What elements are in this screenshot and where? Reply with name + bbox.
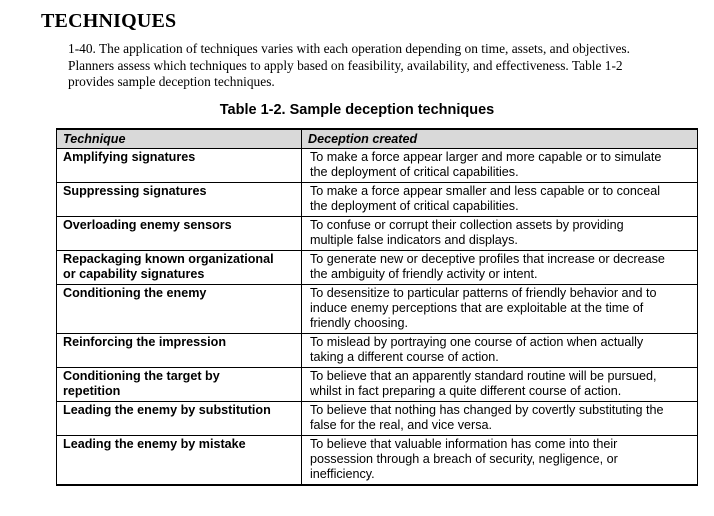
table-row — [57, 149, 698, 183]
technique-cell: Overloading enemy sensors — [57, 217, 302, 251]
table-row — [57, 402, 698, 436]
column-header-deception: Deception created — [302, 129, 698, 149]
technique-cell: Amplifying signatures — [57, 149, 302, 183]
deception-cell: To desensitize to particular patterns of friendly behavior and to induce enemy perceptions that are exploitable at the time of friendly choosing. — [302, 285, 698, 334]
deception-cell: To make a force appear smaller and less capable or to conceal the deployment of critical capabilities. — [302, 183, 698, 217]
deception-cell: To mislead by portraying one course of action when actually taking a different course of action. — [302, 334, 698, 368]
deception-cell: To believe that an apparently standard routine will be pursued, whilst in fact preparing a quite different course of action. — [302, 368, 698, 402]
technique-cell: Conditioning the enemy — [57, 285, 302, 334]
table-row — [57, 183, 698, 217]
deception-techniques-table — [56, 128, 698, 486]
deception-cell: To believe that nothing has changed by covertly substituting the false for the real, and vice versa. — [302, 402, 698, 436]
table-caption: Table 1-2. Sample deception techniques — [219, 102, 495, 118]
table-row — [57, 436, 698, 486]
column-header-technique: Technique — [57, 129, 302, 149]
paragraph-line: 1-40. The application of techniques varies with each operation depending on time, assets, and objectives. — [68, 41, 630, 56]
table-header-row — [57, 129, 698, 149]
technique-cell: Leading the enemy by mistake — [57, 436, 302, 486]
technique-cell: Repackaging known organizational or capability signatures — [57, 251, 302, 285]
table-body — [57, 149, 698, 486]
technique-cell: Conditioning the target by repetition — [57, 368, 302, 402]
paragraph-line: Planners assess which techniques to apply based on feasibility, availability, and effectiveness. Table 1-2 — [68, 57, 623, 73]
deception-cell: To generate new or deceptive profiles that increase or decrease the ambiguity of friendly activity or intent. — [302, 251, 698, 285]
technique-cell: Reinforcing the impression — [57, 334, 302, 368]
deception-cell: To believe that valuable information has come into their possession through a breach of security, negligence, or inefficiency. — [302, 436, 698, 486]
deception-cell: To confuse or corrupt their collection assets by providing multiple false indicators and displays. — [302, 217, 698, 251]
deception-cell: To make a force appear larger and more capable or to simulate the deployment of critical capabilities. — [302, 149, 698, 183]
table-row — [57, 334, 698, 368]
table-row — [57, 251, 698, 285]
technique-cell: Leading the enemy by substitution — [57, 402, 302, 436]
technique-cell: Suppressing signatures — [57, 183, 302, 217]
section-heading: TECHNIQUES — [41, 10, 177, 32]
table-row — [57, 368, 698, 402]
intro-paragraph — [68, 41, 714, 91]
table-row — [57, 217, 698, 251]
paragraph-line: provides sample deception techniques. — [68, 74, 275, 89]
table-row — [57, 285, 698, 334]
